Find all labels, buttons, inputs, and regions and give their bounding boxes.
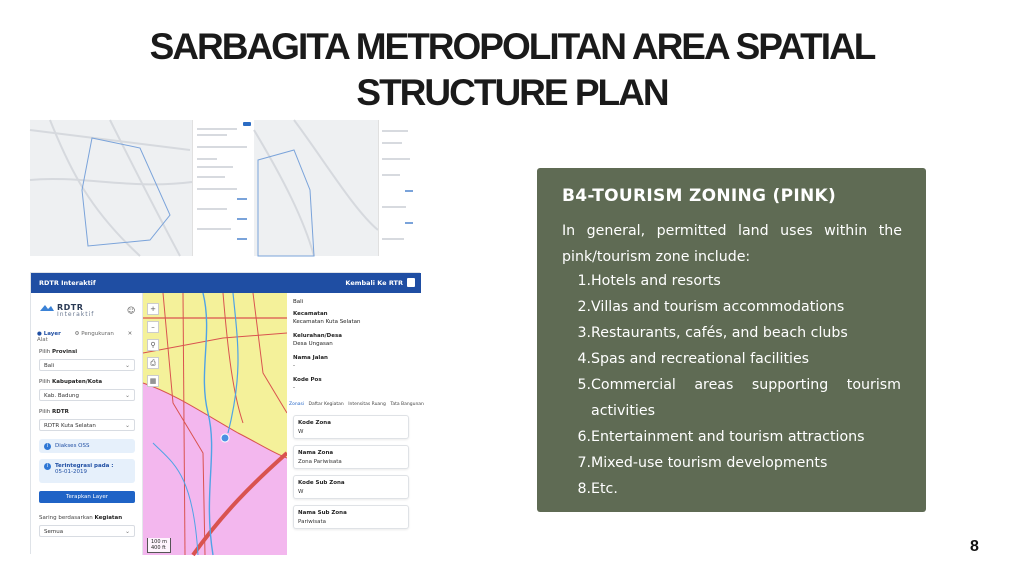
detail-jalan-value: - [293,363,295,369]
back-to-rtr-link[interactable]: Kembali Ke RTR [345,279,403,287]
detail-kodepos-value: - [293,385,295,391]
app-header-title: RDTR Interaktif [39,279,96,287]
detail-jalan-label: Nama Jalan [293,355,328,361]
tab-tata-bangunan[interactable]: Tata Bangunan [390,402,424,407]
rdtr-label: Pilih RDTR [39,409,69,415]
panel-heading: B4-TOURISM ZONING (PINK) [562,186,837,206]
book-icon[interactable] [407,278,415,287]
top-map-screenshot [30,120,416,256]
map-side-panel-right [378,120,416,256]
oss-info-box: i Diakses OSS [39,439,135,453]
zone-card-nama-zona: Nama Zona Zona Pariwisata [293,445,409,469]
map-view-left [30,120,192,256]
app-sidebar [31,293,143,555]
info-icon: i [44,463,51,470]
page-number: 8 [970,538,979,555]
tab-daftar-kegiatan[interactable]: Daftar Kegiatan [308,402,344,407]
list-item: 5. Commercial areas supporting tourism activities [577,377,901,419]
list-item: 3. Restaurants, cafés, and beach clubs [577,325,848,341]
map-toolbar [147,303,159,393]
zone-detail-panel [287,293,424,555]
zoning-map[interactable] [143,293,287,555]
provinsi-select[interactable]: Bali ⌄ [39,359,135,371]
search-icon[interactable]: ⚲ [147,339,159,351]
tab-zonasi[interactable]: Zonasi [289,402,305,407]
zone-card-kode-zona: Kode Zona W [293,415,409,439]
logo-main-text: RDTR [57,303,84,312]
logo-sub-text: Interaktif [57,311,95,318]
detail-tabs [289,402,424,407]
zoom-in-icon[interactable]: + [147,303,159,315]
list-item: 8. Etc. [577,481,618,497]
panel-intro: In general, permitted land uses within the pink/tourism zone include: [562,223,902,265]
tab-alat[interactable]: ✕ Alat [37,331,133,343]
map-lines-left [30,120,192,256]
kabupaten-label: Pilih Kabupaten/Kota [39,379,103,385]
detail-kelurahan-value: Desa Ungasan [293,341,333,347]
activity-filter-label: Saring berdasarkan Kegiatan [39,515,123,521]
chevron-down-icon: ⌄ [124,528,130,535]
integrated-info-box: i Terintegrasi pada : 05-01-2019 [39,459,135,483]
chevron-down-icon: ⌄ [124,362,130,369]
zoom-out-icon[interactable]: – [147,321,159,333]
location-marker-icon [221,434,229,442]
list-item: 2. Villas and tourism accommodations [577,299,845,315]
permitted-uses-list [573,268,901,502]
map-view-right [254,120,378,256]
list-item: 7. Mixed-use tourism developments [577,455,828,471]
activity-filter-select[interactable]: Semua ⌄ [39,525,135,537]
map-lines-right [254,120,378,256]
chevron-down-icon: ⌄ [124,422,130,429]
slide-title: SARBAGITA METROPOLITAN AREA SPATIAL STRUCTURE PLAN [149,26,875,113]
list-item: 4. Spas and recreational facilities [577,351,810,367]
app-header [31,273,421,293]
rdtr-logo-icon [39,303,55,313]
tab-pengukuran[interactable]: ⚙ Pengukuran [74,331,114,337]
detail-kecamatan-label: Kecamatan [293,311,328,317]
detail-kecamatan-value: Kecamatan Kuta Selatan [293,319,361,325]
zone-card-nama-sub-zona: Nama Sub Zona Pariwisata [293,505,409,529]
chevron-down-icon: ⌄ [124,392,130,399]
zone-card-kode-sub-zona: Kode Sub Zona W [293,475,409,499]
print-icon[interactable]: ⎙ [147,357,159,369]
kabupaten-select[interactable]: Kab. Badung ⌄ [39,389,135,401]
grid-icon[interactable]: ▦ [147,375,159,387]
tab-layer[interactable]: ● Layer [37,331,61,337]
info-icon: i [44,443,51,450]
list-item: 6. Entertainment and tourism attractions [577,429,865,445]
provinsi-label: Pilih Provinsi [39,349,78,355]
list-item: 1. Hotels and resorts [577,273,721,289]
tourism-zoning-panel [537,168,926,512]
map-scale: 100 m 400 ft [147,538,171,553]
tab-intensitas-ruang[interactable]: Intensitas Ruang [348,402,386,407]
map-side-panel-left [192,120,254,256]
user-icon[interactable]: ☺ [127,306,136,315]
detail-kelurahan-label: Kelurahan/Desa [293,333,342,339]
apply-layer-button[interactable]: Terapkan Layer [39,491,135,503]
rdtr-app-screenshot [30,272,424,554]
detail-kodepos-label: Kode Pos [293,377,322,383]
detail-province: Bali [293,299,304,305]
rdtr-select[interactable]: RDTR Kuta Selatan ⌄ [39,419,135,431]
zoning-map-graphic [143,293,287,555]
sidebar-tabs [37,331,137,343]
